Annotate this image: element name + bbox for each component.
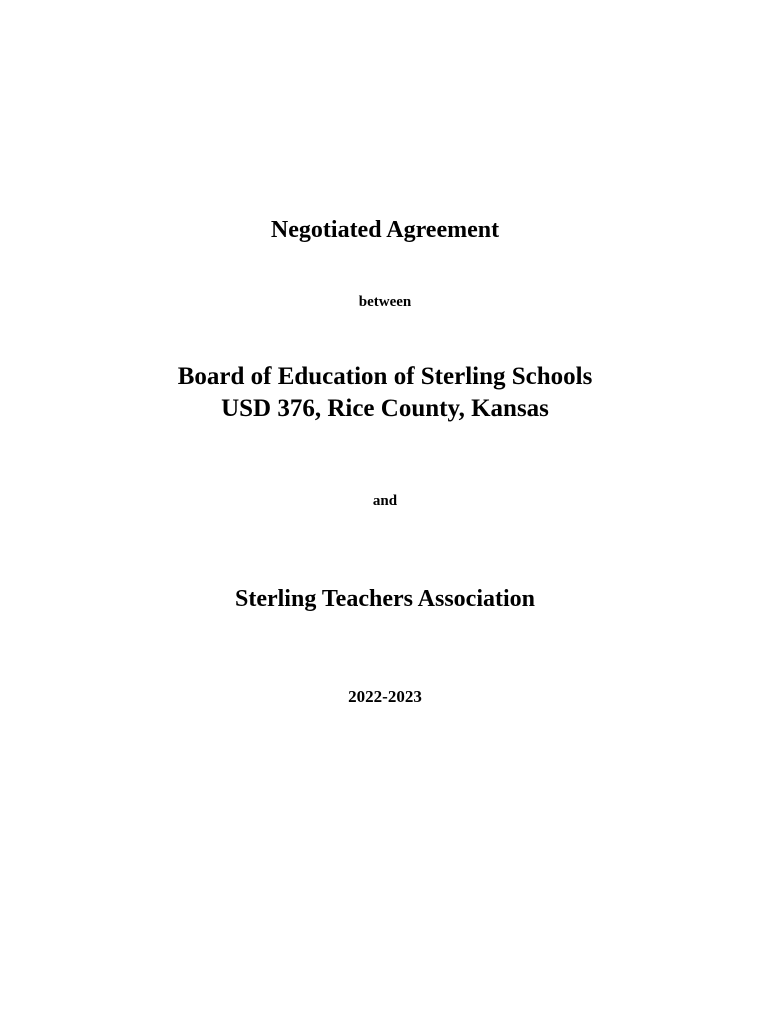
and-connector: and xyxy=(372,493,398,509)
agreement-years: 2022-2023 xyxy=(348,687,422,706)
between-connector: between xyxy=(358,294,412,310)
document-title: Negotiated Agreement xyxy=(270,217,500,243)
party-two-name: Sterling Teachers Association xyxy=(234,586,535,612)
party-one-name: Board of Education of Sterling Schools xyxy=(177,363,593,390)
party-one-district: USD 376, Rice County, Kansas xyxy=(221,395,549,422)
